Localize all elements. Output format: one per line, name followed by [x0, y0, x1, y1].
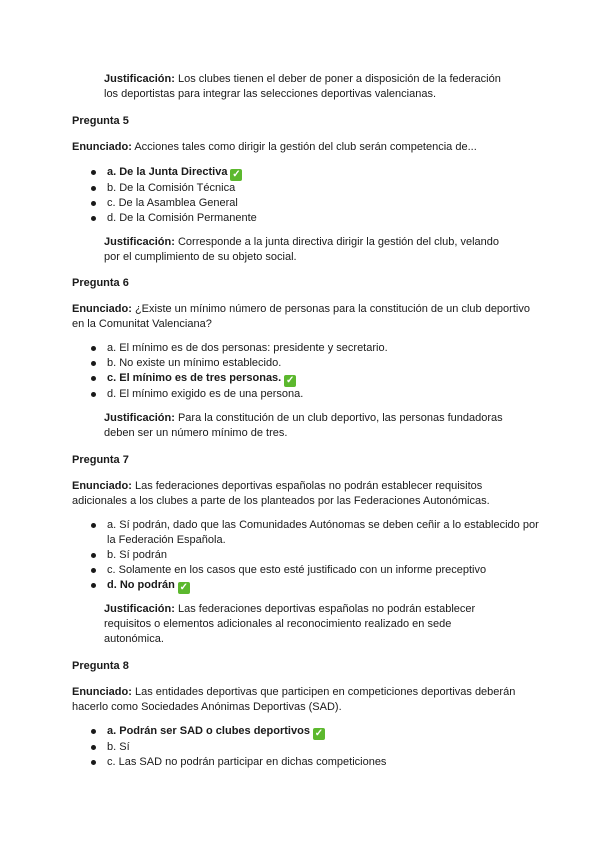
- option-a: [90, 165, 540, 181]
- option-text: c. De la Asamblea General: [107, 197, 238, 209]
- option-a: [90, 724, 540, 740]
- question-7-title: Pregunta 7: [72, 454, 129, 466]
- check-icon: ✓: [232, 169, 241, 180]
- question-5-justification: [104, 235, 504, 265]
- option-c: [90, 563, 540, 578]
- justification-label: Justificación:: [104, 603, 175, 615]
- option-text: a. Podrán ser SAD o clubes deportivos: [107, 725, 310, 737]
- statement-label: Enunciado:: [72, 141, 132, 153]
- check-icon: ✓: [286, 375, 295, 386]
- statement-text: Acciones tales como dirigir la gestión del club serán competencia de...: [134, 141, 477, 153]
- option-text: b. No existe un mínimo establecido.: [107, 357, 282, 369]
- justification-label: Justificación:: [104, 412, 175, 424]
- question-5-statement: [72, 140, 532, 155]
- justification-label: Justificación:: [104, 236, 175, 248]
- statement-text: ¿Existe un mínimo número de personas para la constitución de un club deportivo en la Comunitat Valenciana?: [72, 303, 530, 330]
- statement-text: Las entidades deportivas que participen en competiciones deportivas deberán hacerlo como Sociedades Anónimas Deportivas (SAD).: [72, 686, 516, 713]
- option-b: [90, 356, 540, 371]
- option-text: d. El mínimo exigido es de una persona.: [107, 388, 304, 400]
- question-7-statement: [72, 479, 532, 509]
- justification-text: Para la constitución de un club deportivo, las personas fundadoras deben ser un número mínimo de tres.: [104, 412, 503, 439]
- option-c: [90, 755, 540, 770]
- question-8-title: Pregunta 8: [72, 660, 129, 672]
- question-8-options: [90, 724, 540, 770]
- justification-text: Las federaciones deportivas españolas no podrán establecer requisitos o elementos adicionales al reconocimiento realizado en sede autonómica.: [104, 603, 476, 645]
- justification-label: Justificación:: [104, 73, 175, 85]
- justification-text: Corresponde a la junta directiva dirigir la gestión del club, velando por el cumplimiento de su objeto social.: [104, 236, 499, 263]
- option-text: b. Sí: [107, 741, 130, 753]
- option-text: d. De la Comisión Permanente: [107, 212, 257, 224]
- option-text: c. Solamente en los casos que esto esté justificado con un informe preceptivo: [107, 564, 487, 576]
- question-5-options: [90, 165, 540, 226]
- question-6-justification: [104, 411, 504, 441]
- option-b: [90, 740, 540, 755]
- option-text: b. Sí podrán: [107, 549, 167, 561]
- option-text: c. Las SAD no podrán participar en dichas competiciones: [107, 756, 387, 768]
- intro-justification: [104, 72, 504, 102]
- option-b: [90, 548, 540, 563]
- option-a: [90, 341, 540, 356]
- option-text: d. No podrán: [107, 579, 175, 591]
- option-text: c. El mínimo es de tres personas.: [107, 372, 282, 384]
- option-d: [90, 578, 540, 594]
- question-7-justification: [104, 602, 504, 647]
- option-b: [90, 181, 540, 196]
- question-7-options: [90, 518, 540, 594]
- option-text: a. De la Junta Directiva: [107, 166, 228, 178]
- statement-label: Enunciado:: [72, 480, 132, 492]
- statement-text: Las federaciones deportivas españolas no podrán establecer requisitos adicionales a los clubes a parte de los planteados por las Federaciones Autonómicas.: [72, 480, 490, 507]
- option-text: a. El mínimo es de dos personas: presidente y secretario.: [107, 342, 388, 354]
- option-c: [90, 371, 540, 387]
- option-text: a. Sí podrán, dado que las Comunidades Autónomas se deben ceñir a lo establecido por la Federación Española.: [107, 519, 539, 546]
- question-5-title: Pregunta 5: [72, 115, 129, 127]
- statement-label: Enunciado:: [72, 686, 132, 698]
- justification-text: Los clubes tienen el deber de poner a disposición de la federación los deportistas para integrar las selecciones deportivas valencianas.: [104, 73, 501, 100]
- check-icon: ✓: [179, 582, 189, 593]
- check-icon: ✓: [314, 728, 324, 739]
- question-8-statement: [72, 685, 532, 715]
- option-d: [90, 387, 540, 402]
- option-d: [90, 211, 540, 226]
- statement-label: Enunciado:: [72, 303, 132, 315]
- option-text: b. De la Comisión Técnica: [107, 182, 236, 194]
- option-c: [90, 196, 540, 211]
- question-6-statement: [72, 302, 532, 332]
- question-6-options: [90, 341, 540, 402]
- question-6-title: Pregunta 6: [72, 277, 129, 289]
- option-a: [90, 518, 540, 548]
